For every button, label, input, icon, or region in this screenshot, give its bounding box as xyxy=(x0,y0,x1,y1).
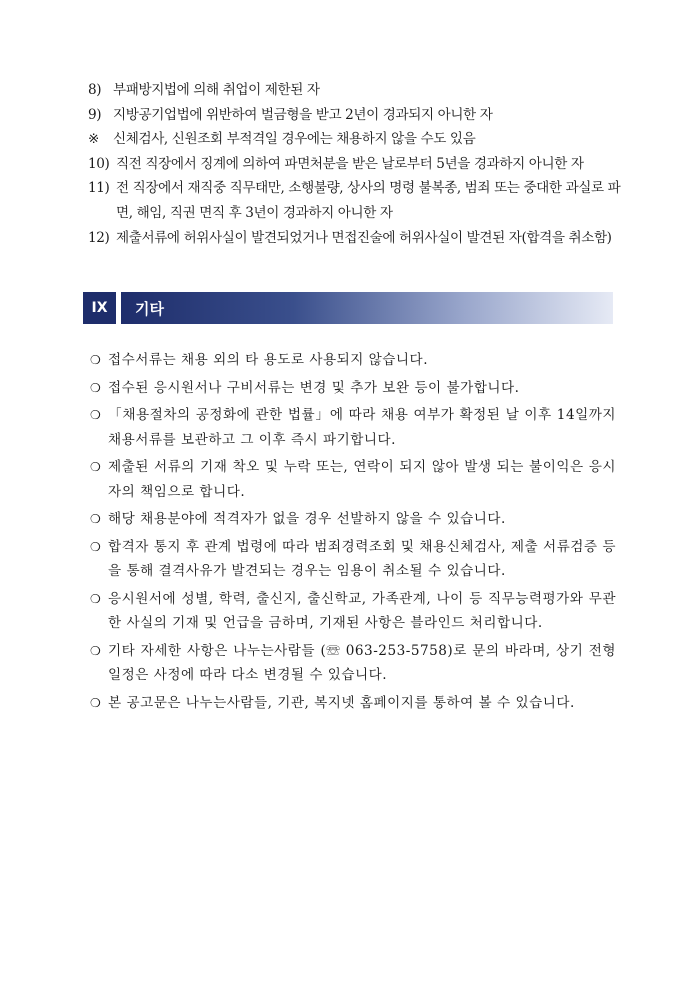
item-text: 「채용절차의 공정화에 관한 법률」에 따라 채용 여부가 확정된 날 이후 14일까지 채용서류를 보관하고 그 이후 즉시 파기합니다. xyxy=(108,407,616,448)
list-item xyxy=(88,226,628,251)
item-text: 지방공기업법에 위반하여 벌금형을 받고 2년이 경과되지 아니한 자 xyxy=(113,106,493,123)
list-item xyxy=(90,535,616,584)
item-text: 제출된 서류의 기재 착오 및 누락 또는, 연락이 되지 않아 발생 되는 불이익은 응시자의 책임으로 합니다. xyxy=(108,459,616,500)
list-item xyxy=(90,403,616,452)
list-item xyxy=(88,78,628,103)
circle-bullet-icon: ❍ xyxy=(90,539,102,554)
item-text: 전 직장에서 재직중 직무태만, 소행불량, 상사의 명령 불복종, 범죄 또는 중대한 과실로 파면, 해임, 직권 면직 후 3년이 경과하지 아니한 자 xyxy=(116,180,621,221)
item-text: 직전 직장에서 징계에 의하여 파면처분을 받은 날로부터 5년을 경과하지 아니한 자 xyxy=(116,155,584,172)
item-number: 9) xyxy=(88,106,102,123)
item-number: 10) xyxy=(88,155,110,172)
circle-bullet-icon: ❍ xyxy=(90,460,102,474)
section-title: 기타 xyxy=(121,292,613,324)
item-number: 8) xyxy=(88,82,102,98)
item-text: 부패방지법에 의해 취업이 제한된 자 xyxy=(113,82,320,98)
circle-bullet-icon: ❍ xyxy=(90,591,102,606)
item-text: 응시원서에 성별, 학력, 출신지, 출신학교, 가족관계, 나이 등 직무능력평가와 무관한 사실의 기재 및 언급을 금하며, 기재된 사항은 블라인드 처리합니다. xyxy=(108,590,616,631)
item-text: 본 공고문은 나누는사람들, 기관, 복지넷 홈페이지를 통하여 볼 수 있습니다. xyxy=(108,694,575,711)
list-note xyxy=(88,127,628,152)
circle-bullet-icon: ❍ xyxy=(90,643,102,658)
circle-bullet-icon: ❍ xyxy=(90,408,102,422)
list-item xyxy=(90,587,616,636)
disqualification-list xyxy=(88,78,628,250)
list-item xyxy=(88,176,628,225)
circle-bullet-icon: ❍ xyxy=(90,512,102,526)
item-text: 제출서류에 허위사실이 발견되었거나 면접진술에 허위사실이 발견된 자(합격을 취소함) xyxy=(116,229,612,246)
list-item xyxy=(88,152,628,177)
list-item xyxy=(90,691,616,716)
item-number: 12) xyxy=(88,229,110,246)
item-text: 접수된 응시원서나 구비서류는 변경 및 추가 보완 등이 불가합니다. xyxy=(108,379,520,396)
list-item xyxy=(90,507,616,532)
list-item xyxy=(90,348,616,373)
list-item xyxy=(90,376,616,401)
section-header xyxy=(83,292,613,324)
item-text: 접수서류는 채용 외의 타 용도로 사용되지 않습니다. xyxy=(108,352,429,368)
circle-bullet-icon: ❍ xyxy=(90,353,102,367)
circle-bullet-icon: ❍ xyxy=(90,380,102,395)
list-item xyxy=(90,455,616,504)
item-number: 11) xyxy=(88,180,110,197)
item-text: 신체검사, 신원조회 부적격일 경우에는 채용하지 않을 수도 있음 xyxy=(113,131,476,148)
list-item xyxy=(88,103,628,128)
section-number: IX xyxy=(83,292,116,324)
item-text: 기타 자세한 사항은 나누는사람들 (☏ 063-253-5758)로 문의 바라며, 상기 전형 일정은 사정에 따라 다소 변경될 수 있습니다. xyxy=(108,642,616,683)
circle-bullet-icon: ❍ xyxy=(90,695,102,710)
note-mark: ※ xyxy=(88,131,99,148)
item-text: 해당 채용분야에 적격자가 없을 경우 선발하지 않을 수 있습니다. xyxy=(108,511,506,527)
item-text: 합격자 통지 후 관계 법령에 따라 범죄경력조회 및 채용신체검사, 제출 서류검증 등을 통해 결격사유가 발견되는 경우는 임용이 취소될 수 있습니다. xyxy=(108,538,616,579)
list-item xyxy=(90,639,616,688)
notice-list xyxy=(90,348,616,718)
